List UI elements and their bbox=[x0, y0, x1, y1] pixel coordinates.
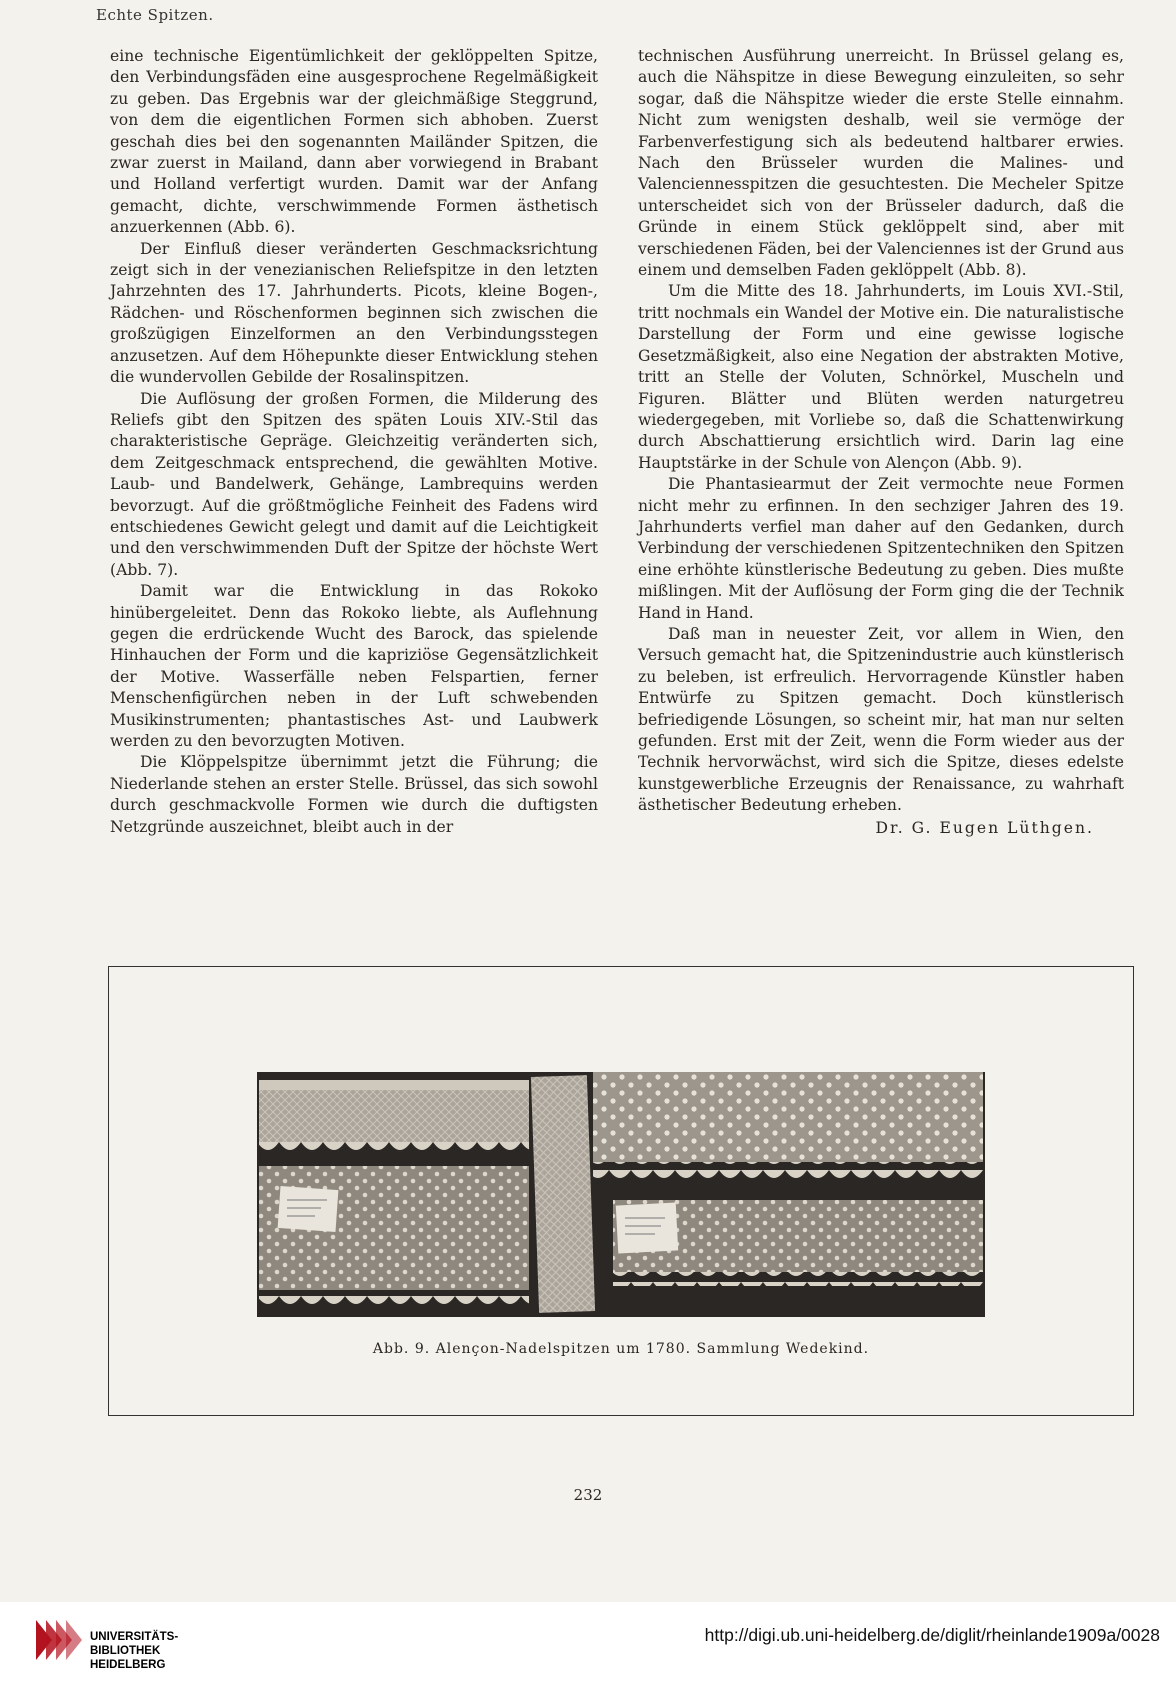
paragraph: Der Einfluß dieser veränderten Geschmacksrichtung zeigt sich in der venezianischen Reliefspitze in den letzten Jahrzehnten des 17. Jahrhunderts. Picots, kleine Bogen-, Rädchen- und Röschenformen beginnen sich zwischen die großzügigen Einzelformen an den Verbindungsstegen anzusetzen. Auf dem Höhepunkte dieser Entwicklung stehen die wundervollen Gebilde der Rosalinspitzen. bbox=[110, 239, 598, 387]
running-head: Echte Spitzen. bbox=[96, 6, 214, 24]
university-seal-icon bbox=[32, 1616, 88, 1672]
paragraph: Die Klöppelspitze übernimmt jetzt die Führung; die Niederlande stehen an erster Stelle. Brüssel, das sich sowohl durch geschmackvolle Formen wie durch die duftigsten Netzgründe auszeichnet, bleibt auch in der bbox=[110, 753, 598, 836]
paragraph: Damit war die Entwicklung in das Rokoko hinübergeleitet. Denn das Rokoko liebte, als Auflehnung gegen die erdrückende Wucht des Barock, das spielende Hinhauchen der Form und die kapriziöse Gegensätzlichkeit der Motive. Wasserfälle neben Felspartien, ferner Menschenfigürchen neben in der Luft schwebenden Musikinstrumenten; phantastisches Ast- und Laubwerk werden zu den bevorzugten Motiven. bbox=[110, 582, 598, 750]
paragraph: Um die Mitte des 18. Jahrhunderts, im Louis XVI.-Stil, tritt nochmals ein Wandel der Motive ein. Die naturalistische Darstellung der Form und eine gewisse logische Gesetzmäßigkeit, also eine Negation der abstrakten Motive, tritt an Stelle der Voluten, Schnörkel, Muscheln und Figuren. Blätter und Blüten werden naturgetreu wiedergegeben, mit Vorliebe so, daß die Schattenwirkung durch Abschattierung ersichtlich wird. Darin lag eine Hauptstärke in der Schule von Alençon (Abb. 9). bbox=[638, 282, 1124, 472]
paragraph: eine technische Eigentümlichkeit der geklöppelten Spitze, den Verbindungsfäden eine ausgesprochene Regelmäßigkeit zu geben. Das Ergebnis war der gleichmäßige Steggrund, von dem die eigentlichen Formen sich abhoben. Zuerst geschah dies bei den sogenannten Mailänder Spitzen, die zwar zuerst in Mailand, dann aber vorwiegend in Brabant und Holland verfertigt wurden. Damit war der Anfang gemacht, dichte, verschwimmende Formen ästhetisch anzuerkennen (Abb. 6). bbox=[110, 47, 598, 237]
viewer-footer bbox=[0, 1602, 1176, 1686]
library-logo[interactable] bbox=[32, 1616, 232, 1672]
right-column bbox=[638, 46, 1124, 839]
paragraph: Die Auflösung der großen Formen, die Milderung des Reliefs gibt den Spitzen des späten Louis XIV.-Stil das charakteristische Gepräge. Gleichzeitig veränderten sich, dem Zeitgeschmack entsprechend, die gewählten Motive. Laub- und Bandelwerk, Gehänge, Lambrequins werden bevorzugt. Auf die größtmögliche Feinheit des Fadens wird entschiedenes Gewicht gelegt und damit auf die Leichtigkeit und den verschwimmenden Duft der Spitze der höchste Wert (Abb. 7). bbox=[110, 389, 598, 579]
page-number: 232 bbox=[573, 1486, 603, 1504]
paragraph: technischen Ausführung unerreicht. In Brüssel gelang es, auch die Nähspitze in diese Bewegung einzuleiten, so sehr sogar, daß die Nähspitze wieder die erste Stelle einnahm. Nicht zum wenigsten deshalb, weil sie vermöge der Farbenverfestigung sich als bedeutend haltbarer erwies. Nach den Brüsseler wurden die Malines- und Valenciennesspitzen die gesuchtesten. Die Mecheler Spitze unterscheidet sich von der Brüsseler dadurch, daß die Gründe in einem Stück geklöppelt sind, aber mit verschiedenen Fäden, bei der Valenciennes ist der Grund aus einem und demselben Faden geklöppelt (Abb. 8). bbox=[638, 47, 1124, 280]
paragraph: Die Phantasiearmut der Zeit vermochte neue Formen nicht mehr zu erfinnen. In den sechziger Jahren des 19. Jahrhunderts verfiel man daher auf den Gedanken, durch Verbindung der verschiedenen Spitzentechniken den Spitzen eine erhöhte künstlerische Bedeutung zu geben. Dies mußte mißlingen. Mit der Auflösung der Form ging die der Technik Hand in Hand. bbox=[638, 475, 1124, 622]
paragraph: Daß man in neuester Zeit, vor allem in Wien, den Versuch gemacht hat, die Spitzenindustrie auch künstlerisch zu beleben, ist erfreulich. Hervorragende Künstler haben Entwürfe zu Spitzen gemacht. Doch künstlerisch befriedigende Lösungen, so scheint mir, hat man nur selten gefunden. Erst mit der Zeit, wenn die Form wieder aus der Technik hervorwächst, wird sich die Spitze, dieses edelste kunstgewerbliche Erzeugnis der Renaissance, zu wahrhaft ästhetischer Bedeutung erheben. bbox=[638, 624, 1124, 815]
library-name: UNIVERSITÄTS- BIBLIOTHEK HEIDELBERG bbox=[90, 1631, 179, 1671]
figure-frame bbox=[108, 966, 1134, 1416]
left-column bbox=[110, 46, 598, 838]
lace-illustration bbox=[257, 1072, 985, 1317]
lace-photograph bbox=[257, 1072, 985, 1317]
figure-caption: Abb. 9. Alençon-Nadelspitzen um 1780. Sammlung Wedekind. bbox=[372, 1341, 870, 1357]
author-signature: Dr. G. Eugen Lüthgen. bbox=[875, 818, 1094, 837]
source-url-link[interactable]: http://digi.ub.uni-heidelberg.de/diglit/rheinlande1909a/0028 bbox=[704, 1625, 1160, 1645]
